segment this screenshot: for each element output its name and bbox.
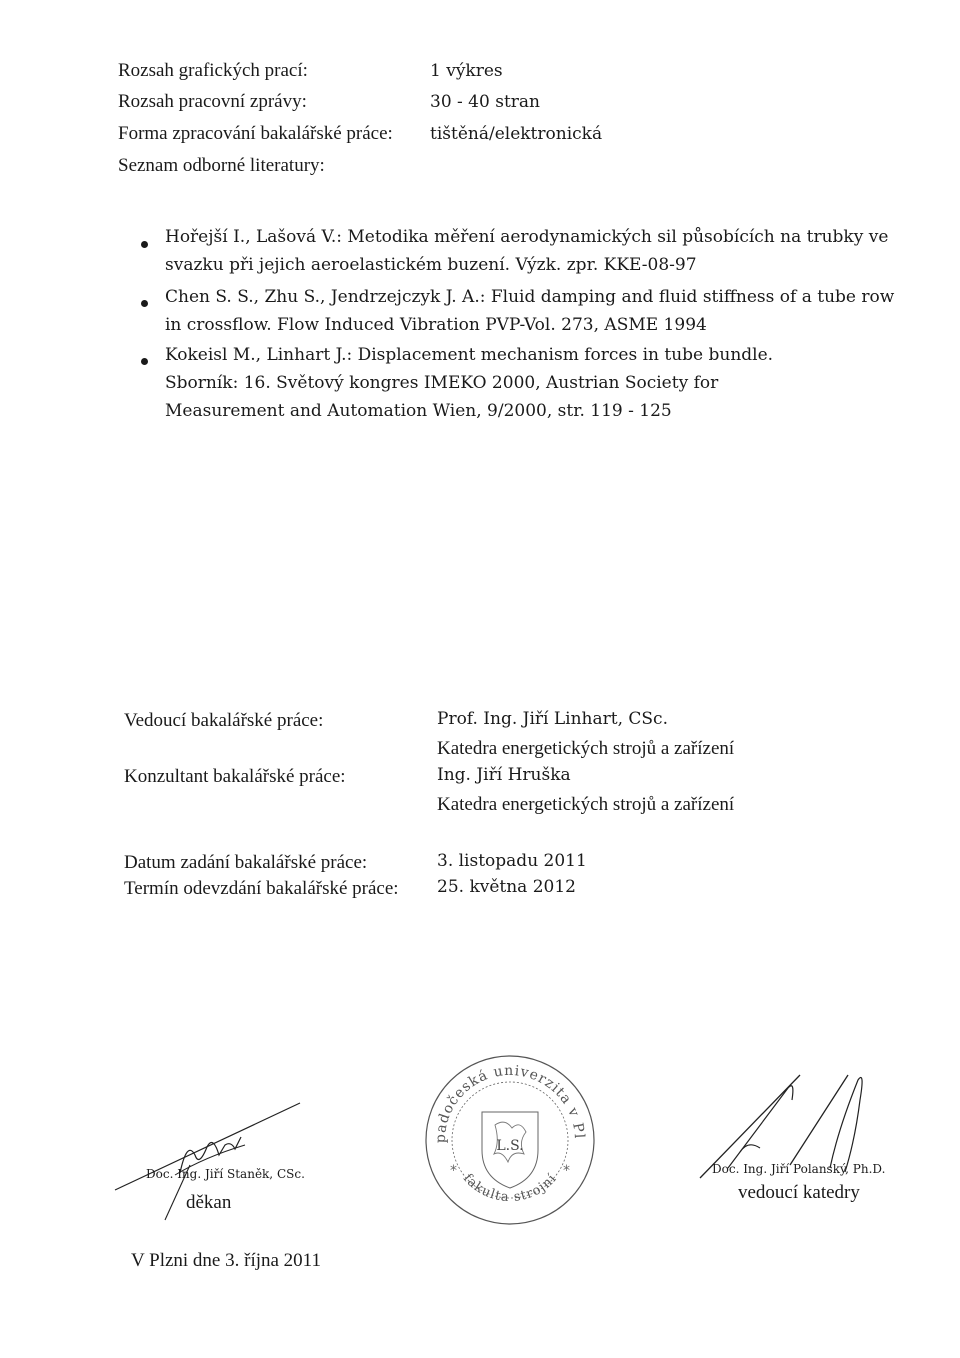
consultant-label: Konzultant bakalářské práce: bbox=[124, 766, 346, 787]
consultant-department: Katedra energetických strojů a zařízení bbox=[437, 794, 735, 815]
svg-text:Západočeská univerzita v Plzni bbox=[415, 1038, 587, 1143]
supervisor-name: Prof. Ing. Jiří Linhart, CSc. bbox=[437, 709, 668, 729]
reference-item: Hořejší I., Lašová V.: Metodika měření aerodynamických sil působících na trubky ve svazku při jejich aeroelastickém buzení. Výzk. zpr. KKE-08-97 bbox=[165, 227, 889, 275]
svg-text:*: * bbox=[563, 1163, 570, 1179]
dean-name: Doc. Ing. Jiří Staněk, CSc. bbox=[146, 1167, 305, 1181]
supervisor-label: Vedoucí bakalářské práce: bbox=[124, 710, 324, 731]
due-date-value: 25. května 2012 bbox=[437, 877, 576, 897]
graphics-scope-value: 1 výkres bbox=[430, 61, 503, 81]
report-scope-label: Rozsah pracovní zprávy: bbox=[118, 91, 307, 112]
due-date-label: Termín odevzdání bakalářské práce: bbox=[124, 878, 399, 899]
reference-item: Chen S. S., Zhu S., Jendrzejczyk J. A.: Fluid damping and fluid stiffness of a tube row in crossflow. Flow Induced Vibration PVP-Vol. 273, ASME 1994 bbox=[165, 287, 895, 335]
thesis-form-label: Forma zpracování bakalářské práce: bbox=[118, 123, 393, 144]
department-head-name: Doc. Ing. Jiří Polanský, Ph.D. bbox=[712, 1162, 886, 1176]
thesis-form-value: tištěná/elektronická bbox=[430, 124, 603, 144]
department-head-title: vedoucí katedry bbox=[738, 1182, 860, 1203]
stamp-ring-text: Západočeská univerzita v Plzni bbox=[414, 1038, 588, 1144]
university-stamp bbox=[414, 1038, 600, 1230]
assignment-date-label: Datum zadání bakalářské práce: bbox=[124, 852, 368, 873]
stamp-bottom-text: fakulta strojní bbox=[459, 1171, 561, 1206]
supervisor-department: Katedra energetických strojů a zařízení bbox=[437, 738, 735, 759]
report-scope-value: 30 - 40 stran bbox=[430, 92, 540, 112]
stamp-center-text: L.S. bbox=[496, 1138, 524, 1154]
bullet-icon bbox=[141, 241, 148, 248]
svg-text:*: * bbox=[450, 1163, 457, 1179]
assignment-date-value: 3. listopadu 2011 bbox=[437, 851, 587, 871]
reference-item: Kokeisl M., Linhart J.: Displacement mechanism forces in tube bundle. Sborník: 16. Světový kongres IMEKO 2000, Austrian Society for Measurement and Automation Wien, 9/2000, str. 119 - 125 bbox=[165, 345, 774, 421]
bullet-icon bbox=[141, 358, 148, 365]
consultant-name: Ing. Jiří Hruška bbox=[437, 765, 571, 785]
dean-title: děkan bbox=[186, 1192, 232, 1213]
literature-label: Seznam odborné literatury: bbox=[118, 155, 325, 176]
bullet-icon bbox=[141, 300, 148, 307]
place-and-date: V Plzni dne 3. října 2011 bbox=[131, 1250, 321, 1271]
graphics-scope-label: Rozsah grafických prací: bbox=[118, 60, 308, 81]
